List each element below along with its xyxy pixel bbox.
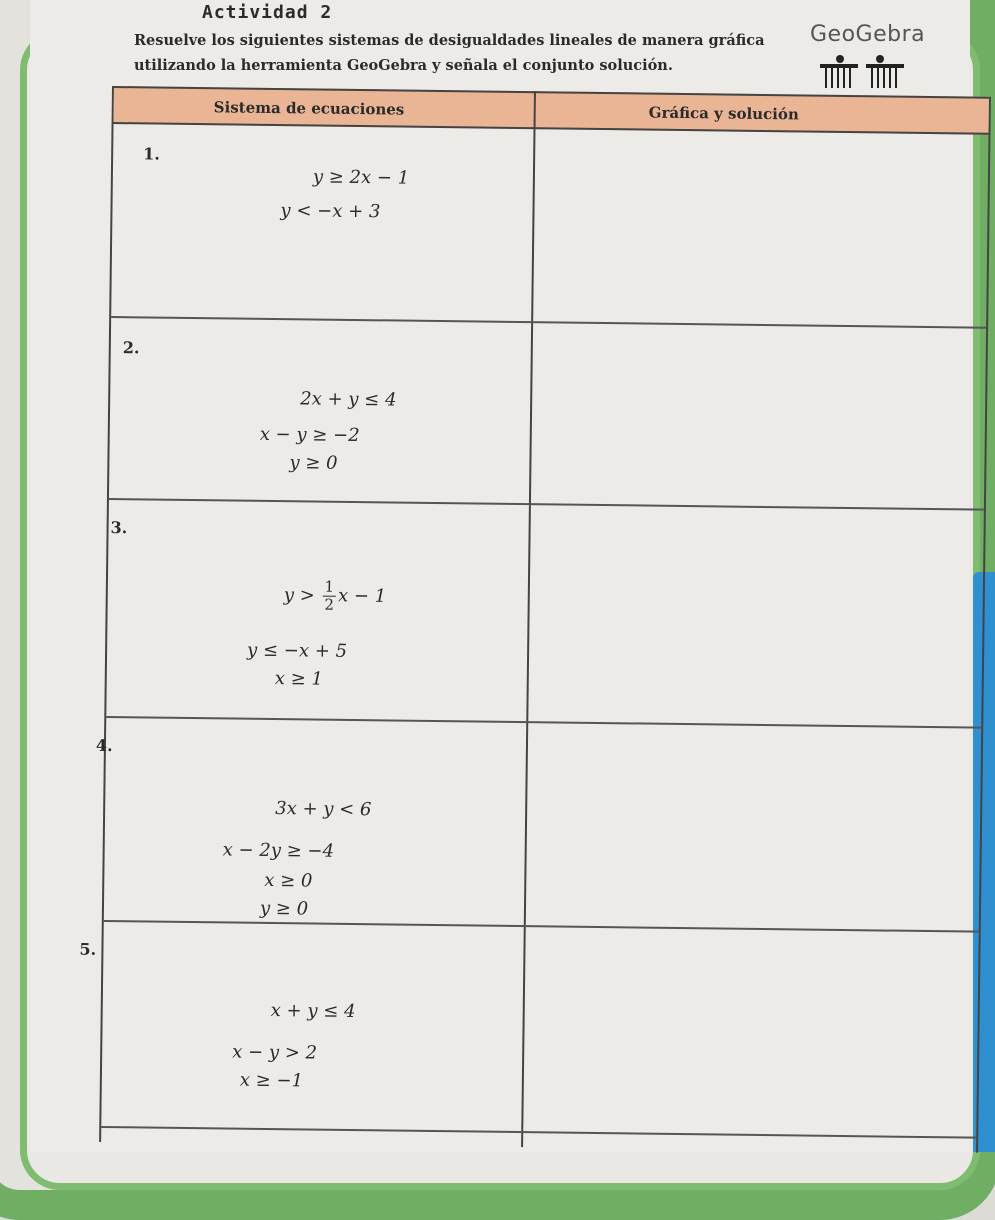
inequality: y ≥ 0: [289, 452, 338, 474]
people-at-desk-icon: [818, 54, 908, 90]
logo-text: GeoGebra: [810, 22, 926, 47]
fraction-denominator: 2: [324, 595, 335, 614]
fraction: [322, 579, 336, 614]
inequality: 2x + y ≤ 4: [300, 388, 397, 411]
worksheet-page: [30, 0, 970, 1152]
instructions-text: Resuelve los siguientes sistemas de desigualdades lineales de manera gráfica utilizando la herramienta GeoGebra y señala el conjunto solución.: [134, 32, 765, 74]
row-divider: [106, 716, 981, 729]
row-number: 2.: [122, 338, 140, 358]
row-divider: [111, 316, 986, 329]
inequality: x − y > 2: [232, 1041, 318, 1064]
activity-title: Actividad 2: [202, 2, 333, 23]
row-number: 4.: [95, 735, 113, 756]
inequality: x + y ≤ 4: [270, 1000, 356, 1023]
inequality: x ≥ 0: [264, 869, 313, 892]
inequality: 3x + y < 6: [275, 798, 372, 821]
inequality-part: x − 1: [337, 585, 387, 607]
inequality: y ≥ 0: [259, 897, 309, 920]
inequality: x ≥ −1: [239, 1069, 304, 1092]
column-divider: [521, 91, 536, 1147]
geogebra-logo: [810, 22, 940, 102]
row-number: 1.: [143, 144, 160, 164]
inequality: x − y ≥ −2: [259, 423, 360, 447]
inequality: y ≤ −x + 5: [246, 639, 348, 662]
inequality: x − 2y ≥ −4: [222, 839, 335, 862]
inequalities-table: [79, 86, 991, 1153]
fraction-numerator: 1: [322, 579, 336, 597]
header-systems: Sistema de ecuaciones: [213, 98, 405, 119]
inequality: y ≥ 2x − 1: [312, 166, 410, 189]
header-graph-solution: Gráfica y solución: [648, 103, 799, 124]
inequality: x ≥ 1: [274, 668, 324, 690]
row-number: 3.: [110, 518, 128, 538]
row-divider: [104, 920, 979, 933]
inequality-with-fraction: [284, 578, 387, 614]
table-bottom-border: [101, 1126, 976, 1139]
row-number: 5.: [79, 939, 97, 959]
inequality-part: y >: [283, 584, 321, 607]
inequality: y < −x + 3: [280, 200, 381, 223]
row-divider: [109, 498, 984, 511]
